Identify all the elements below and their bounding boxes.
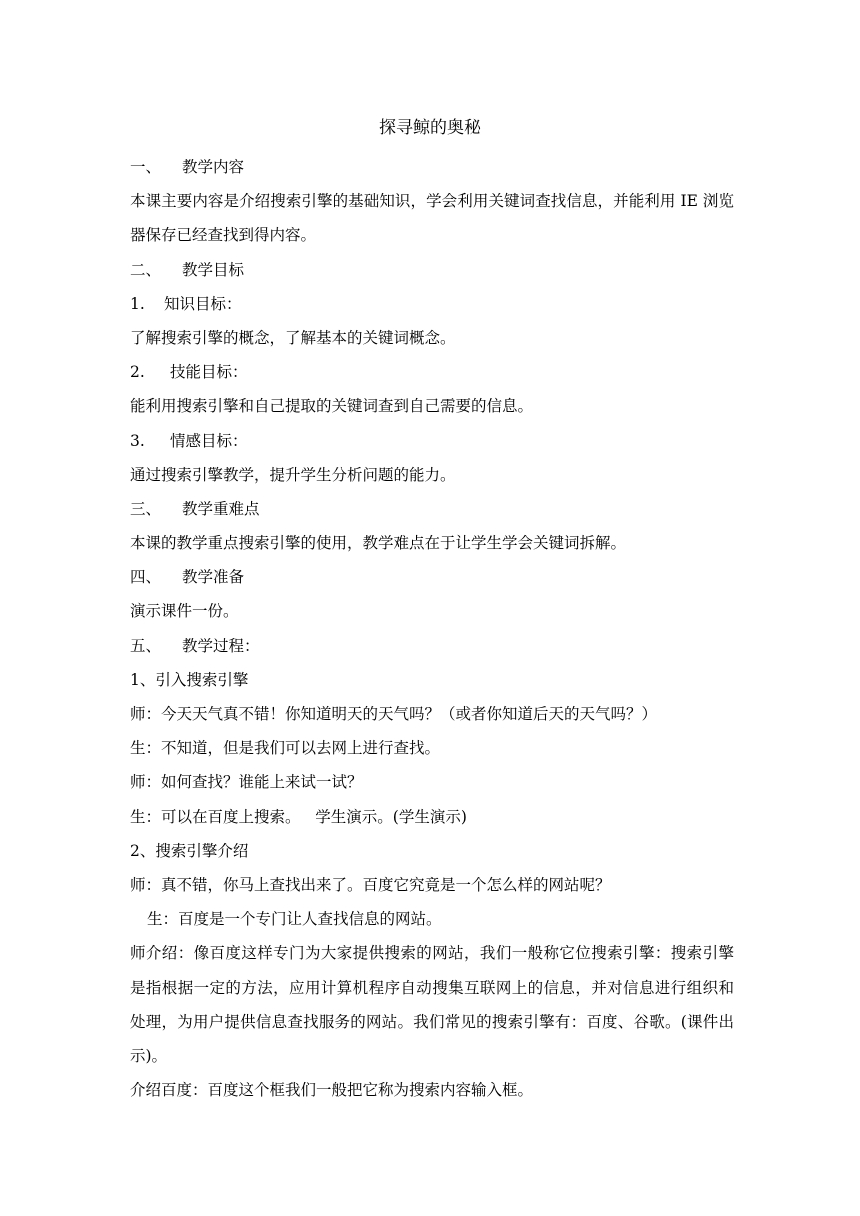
subheading-emotion-goal bbox=[130, 424, 734, 458]
document-title: 探寻鲸的奥秘 bbox=[379, 118, 481, 138]
paragraph-emotion-goal: 通过搜索引擎教学，提升学生分析问题的能力。 bbox=[130, 465, 456, 484]
section-heading-key-points bbox=[130, 492, 734, 526]
item-title: 知识目标： bbox=[164, 294, 242, 313]
paragraph-content: 本课主要内容是介绍搜索引擎的基础知识，学会利用关键词查找信息，并能利用 IE 浏览器保存已经查找到得内容。 bbox=[130, 192, 734, 245]
section-title: 教学目标 bbox=[182, 260, 245, 279]
section-heading-preparation bbox=[130, 560, 734, 594]
process-step-heading: 2、搜索引擎介绍 bbox=[130, 841, 249, 860]
paragraph-knowledge-goal: 了解搜索引擎的概念，了解基本的关键词概念。 bbox=[130, 328, 456, 347]
paragraph-baidu-intro: 介绍百度：百度这个框我们一般把它称为搜索内容输入框。 bbox=[130, 1081, 534, 1100]
section-heading-process bbox=[130, 629, 734, 663]
section-title: 教学内容 bbox=[182, 158, 245, 176]
section-title: 教学过程： bbox=[182, 636, 260, 655]
paragraph-key-points: 本课的教学重点搜索引擎的使用，教学难点在于让学生学会关键词拆解。 bbox=[130, 534, 627, 553]
item-number: 3. bbox=[130, 431, 145, 450]
dialogue-line: 生：可以在百度上搜索。 学生演示。(学生演示) bbox=[130, 807, 467, 826]
item-title: 情感目标： bbox=[170, 431, 248, 450]
section-title: 教学重难点 bbox=[182, 499, 260, 518]
section-number: 五、 bbox=[130, 636, 162, 655]
section-heading-content bbox=[130, 150, 734, 184]
dialogue-line: 师：今天天气真不错！你知道明天的天气吗？（或者你知道后天的天气吗？） bbox=[130, 705, 658, 724]
item-number: 2. bbox=[130, 363, 145, 382]
item-number: 1. bbox=[130, 294, 145, 313]
section-title: 教学准备 bbox=[182, 568, 245, 587]
paragraph-preparation: 演示课件一份。 bbox=[130, 602, 239, 621]
item-title: 技能目标： bbox=[170, 363, 248, 382]
section-number: 四、 bbox=[130, 568, 162, 587]
section-heading-goals bbox=[130, 253, 734, 287]
paragraph-search-engine-intro: 师介绍：像百度这样专门为大家提供搜索的网站，我们一般称它位搜索引擎：搜索引擎是指根据一定的方法，应用计算机程序自动搜集互联网上的信息，并对信息进行组织和处理，为用户提供信息查找服务的网站。我们常见的搜索引擎有：百度、谷歌。(课件出示)。 bbox=[130, 944, 734, 1065]
section-number: 二、 bbox=[130, 260, 162, 279]
subheading-knowledge-goal bbox=[130, 287, 734, 321]
section-number: 三、 bbox=[130, 499, 162, 518]
dialogue-line: 生：百度是一个专门让人查找信息的网站。 bbox=[147, 910, 442, 929]
process-step-heading: 1、引入搜索引擎 bbox=[130, 670, 249, 689]
section-number: 一、 bbox=[130, 158, 162, 176]
dialogue-line: 师：如何查找？谁能上来试一试？ bbox=[130, 773, 363, 792]
dialogue-line: 师：真不错，你马上查找出来了。百度它究竟是一个怎么样的网站呢？ bbox=[130, 875, 611, 894]
paragraph-skill-goal: 能利用搜索引擎和自己提取的关键词查到自己需要的信息。 bbox=[130, 397, 534, 416]
document-body bbox=[130, 150, 734, 1107]
dialogue-line: 生：不知道，但是我们可以去网上进行查找。 bbox=[130, 739, 441, 758]
subheading-skill-goal bbox=[130, 355, 734, 389]
